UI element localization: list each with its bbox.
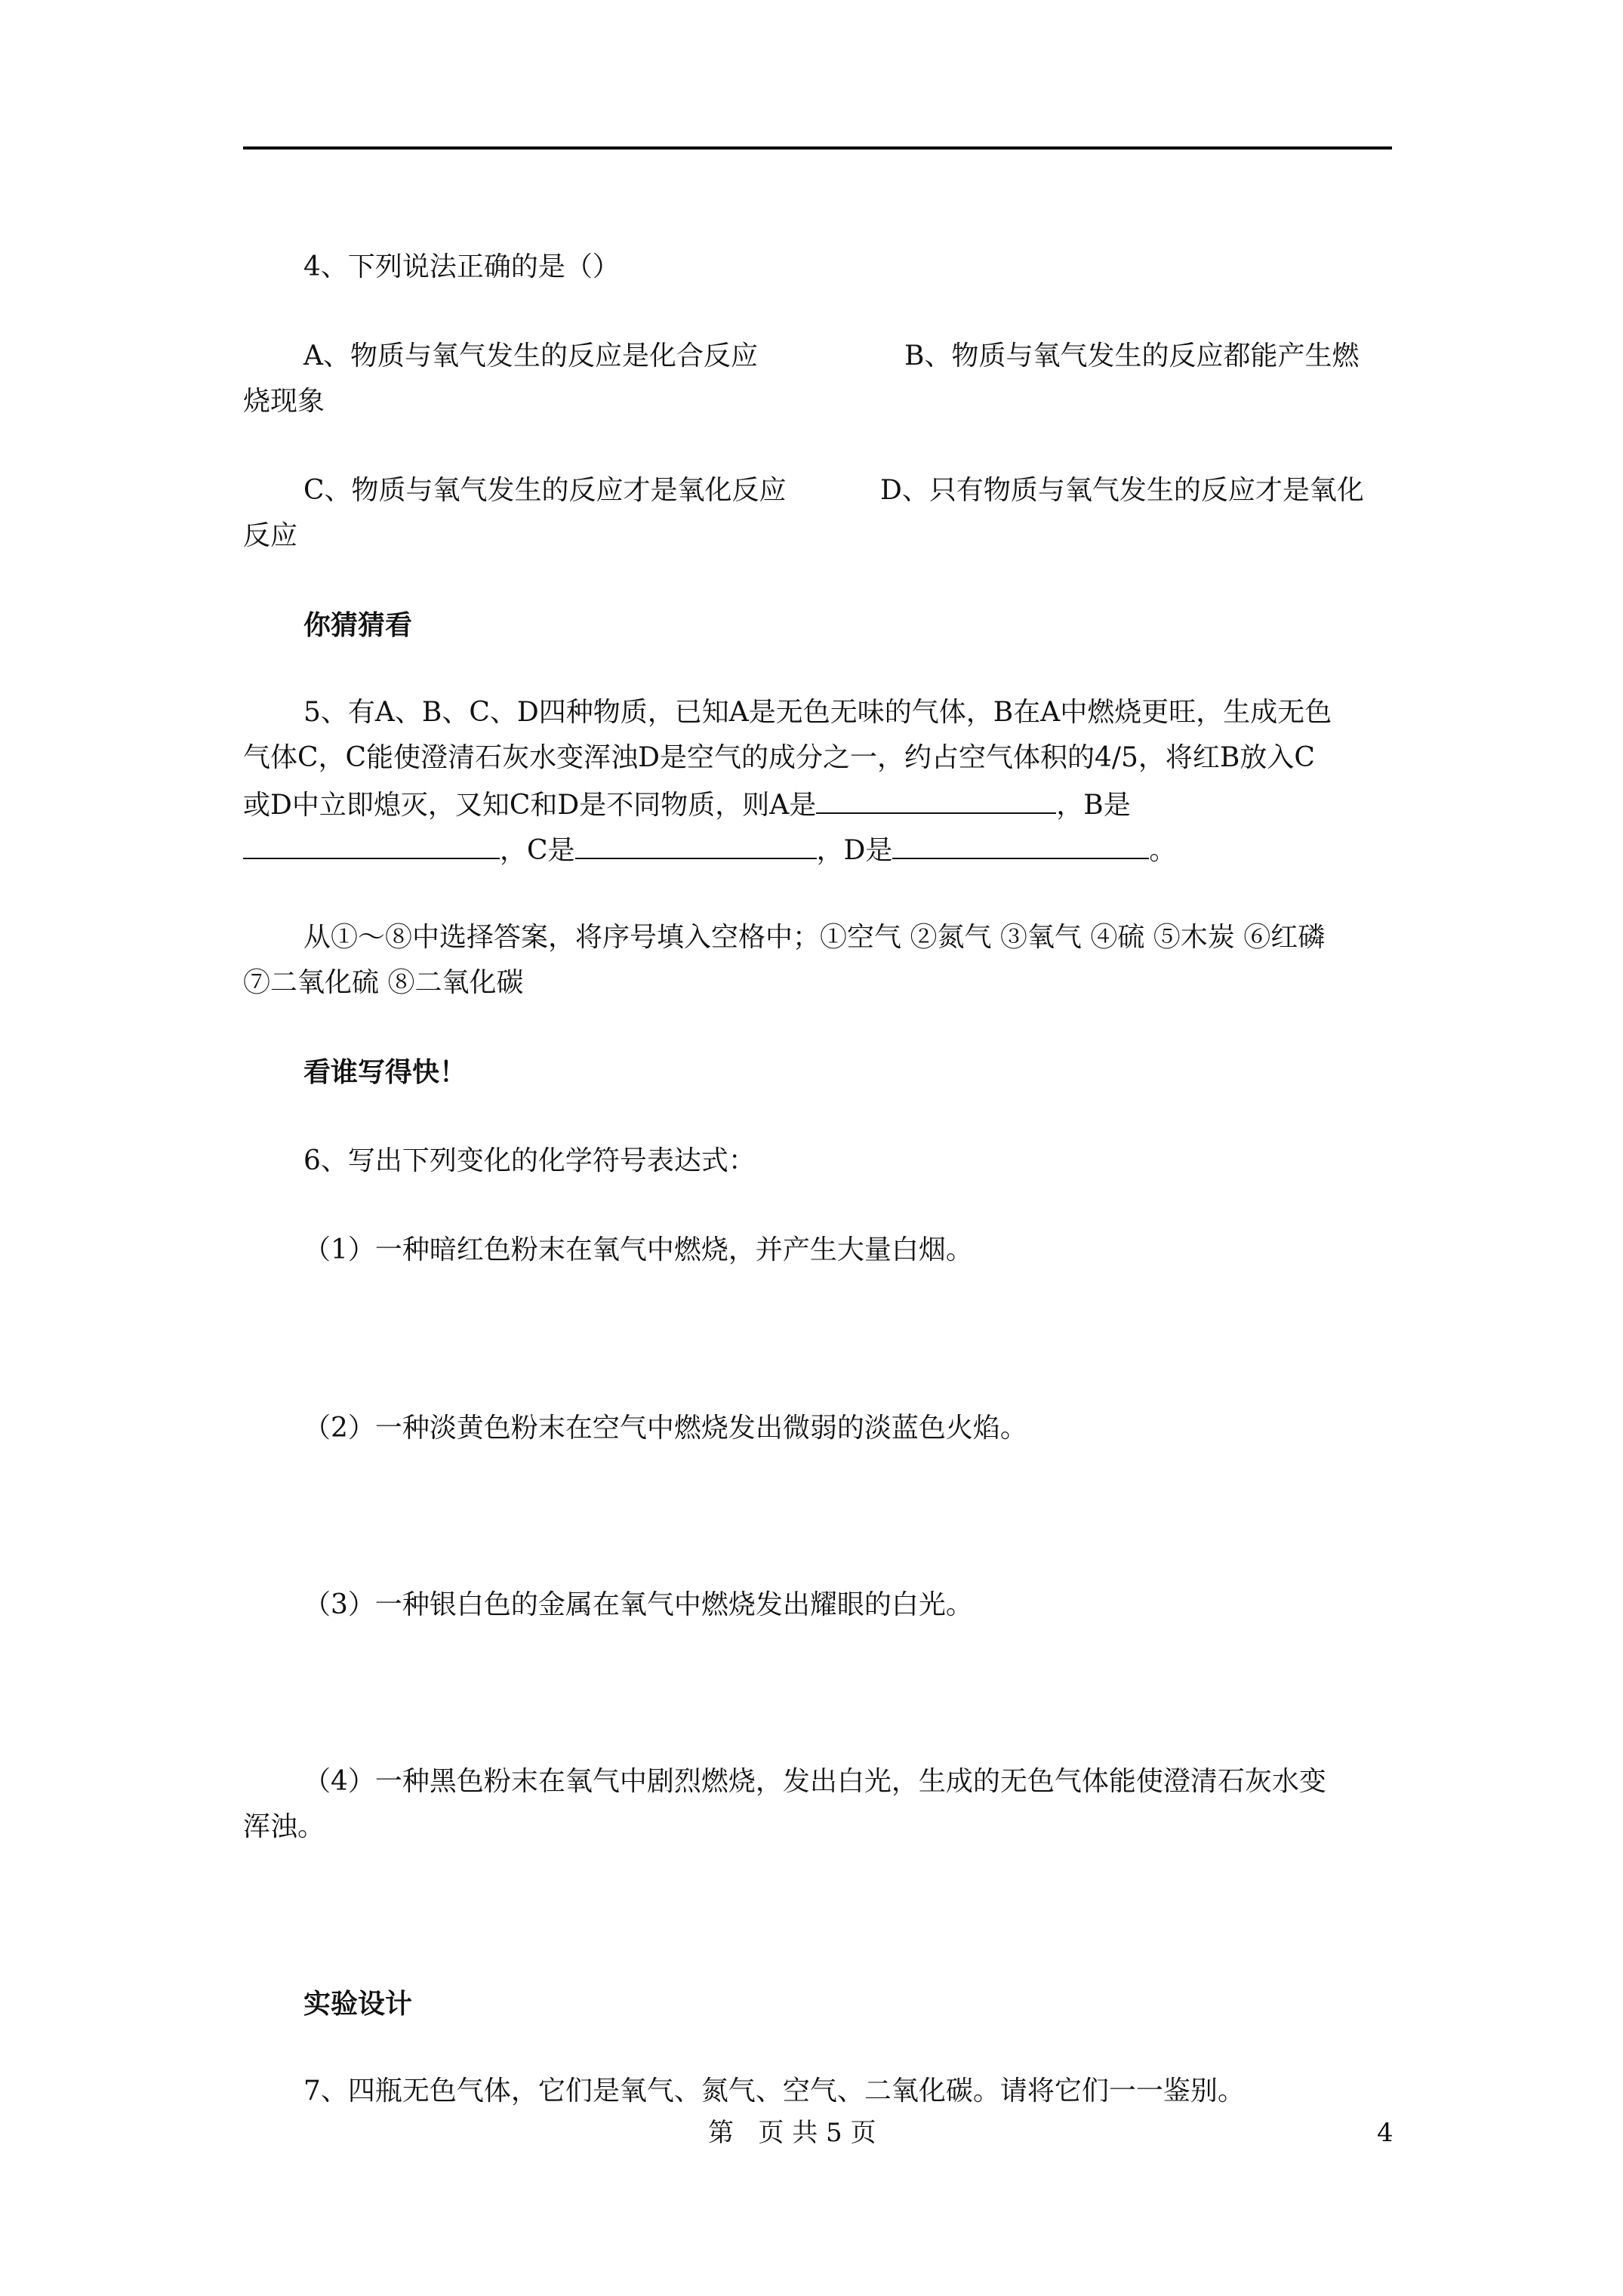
question-7-stem: 7、四瓶无色气体，它们是氧气、氮气、空气、二氧化碳。请将它们一一鉴别。 bbox=[303, 2076, 1245, 2106]
question-4-option-b: B、物质与氧气发生的反应都能产生燃 bbox=[904, 341, 1360, 371]
section-heading-guess: 你猜猜看 bbox=[303, 609, 413, 641]
header-rule bbox=[243, 146, 1392, 149]
question-5-line-1: 5、有A、B、C、D四种物质，已知A是无色无味的气体，B在A中燃烧更旺，生成无色 bbox=[303, 697, 1332, 728]
footer-page-info: 第 页 共 5 页 bbox=[708, 2118, 876, 2148]
question-6-part-3: （3）一种银白色的金属在氧气中燃烧发出耀眼的白光。 bbox=[303, 1589, 973, 1620]
question-5-line-3-text: 或D中立即熄灭，又知C和D是不同物质，则A是 bbox=[243, 790, 817, 821]
section-heading-experiment-design: 实验设计 bbox=[303, 1988, 413, 2020]
question-6-part-4-continued: 浑浊。 bbox=[243, 1811, 325, 1842]
question-6-part-2: （2）一种淡黄色粉末在空气中燃烧发出微弱的淡蓝色火焰。 bbox=[303, 1413, 1027, 1444]
answer-blank-b[interactable] bbox=[243, 826, 500, 859]
question-6-stem: 6、写出下列变化的化学符号表达式： bbox=[303, 1145, 756, 1176]
question-5-line-3-end: ，B是 bbox=[1056, 790, 1131, 821]
answer-blank-a[interactable] bbox=[816, 781, 1056, 814]
answer-blank-d[interactable] bbox=[892, 826, 1149, 859]
question-4-option-b-continued: 烧现象 bbox=[243, 386, 325, 417]
question-5-line-3 bbox=[243, 781, 1406, 828]
footer-page-number: 4 bbox=[1377, 2118, 1394, 2148]
question-4-option-c: C、物质与氧气发生的反应才是氧化反应 bbox=[303, 475, 787, 506]
question-5-label-d: ，D是 bbox=[816, 835, 893, 866]
section-heading-write-fast: 看谁写得快！ bbox=[303, 1056, 467, 1088]
question-5-line-4-end: 。 bbox=[1149, 835, 1177, 866]
question-6-part-4: （4）一种黑色粉末在氧气中剧烈燃烧，发出白光，生成的无色气体能使澄清石灰水变 bbox=[303, 1766, 1326, 1797]
choice-list-line-1: 从①～⑧中选择答案，将序号填入空格中；①空气 ②氮气 ③氧气 ④硫 ⑤木炭 ⑥红磷 bbox=[303, 922, 1326, 953]
question-4-option-d: D、只有物质与氧气发生的反应才是氧化 bbox=[880, 475, 1364, 506]
question-4-option-a: A、物质与氧气发生的反应是化合反应 bbox=[303, 341, 758, 371]
question-4-stem: 4、下列说法正确的是（） bbox=[303, 251, 620, 282]
question-5-line-4 bbox=[243, 826, 1406, 874]
question-4-row-ab bbox=[303, 334, 1466, 379]
answer-blank-c[interactable] bbox=[575, 826, 817, 859]
question-5-line-2: 气体C，C能使澄清石灰水变浑浊D是空气的成分之一，约占空气体积的4/5，将红B放入C bbox=[243, 742, 1315, 773]
question-6-part-1: （1）一种暗红色粉末在氧气中燃烧，并产生大量白烟。 bbox=[303, 1234, 973, 1265]
choice-list-line-2: ⑦二氧化硫 ⑧二氧化碳 bbox=[243, 967, 524, 998]
question-4-option-d-continued: 反应 bbox=[243, 520, 298, 551]
question-4-row-cd bbox=[303, 468, 1466, 513]
question-5-label-c: ，C是 bbox=[500, 835, 575, 866]
